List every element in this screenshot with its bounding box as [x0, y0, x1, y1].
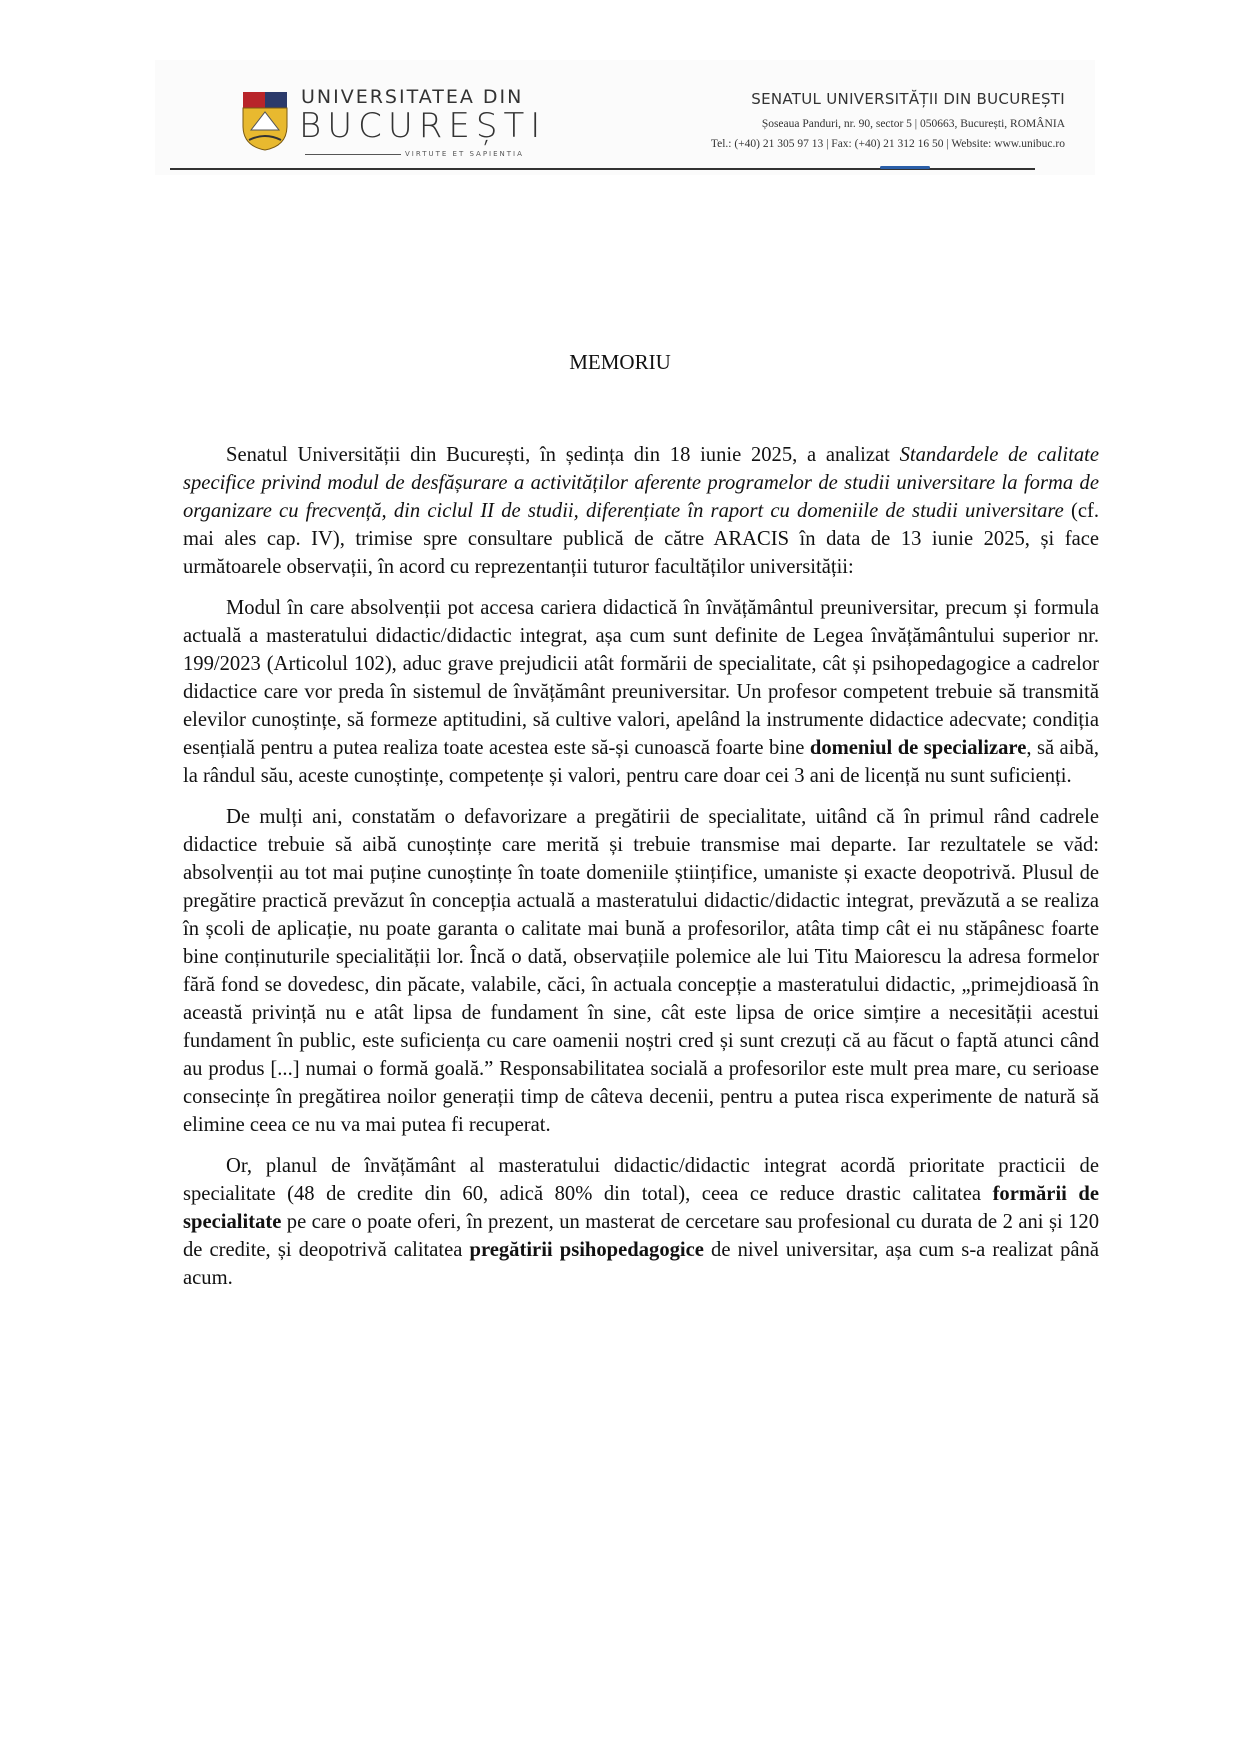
text: Modul în care absolvenții pot accesa cariera didactică în învățământul preuniversitar, precum și formula actuală a masteratului didactic/didactic integrat, așa cum sunt definite de Legea învățământului superior nr. 199/2023 (Articolul 102), aduc grave prejudicii atât formării de specialitate, cât și psihopedagogice a cadrelor didactice care vor preda în sistemul de învățământ preuniversitar. Un profesor competent trebuie să transmită elevilor cunoștințe, să formeze aptitudini, să cultive valori, apelând la instrumente didactice adecvate; condiția esențială pentru a putea realiza toate acestea este să-și cunoască foarte bine: [183, 597, 1099, 759]
bold-text: domeniul de specializare: [809, 737, 1027, 759]
university-crest-logo: [241, 90, 289, 152]
motto-divider: [305, 154, 401, 155]
text: (cf. mai ales cap. IV), trimise spre consultare publică de către ARACIS în data de 13 iunie 2025, și face următoarele observații, în acord cu reprezentanții tuturor facultăților universității:: [183, 500, 1099, 578]
text: de nivel universitar, așa cum s-a realizat până acum.: [183, 1239, 1099, 1289]
paragraph-1: [183, 441, 1099, 581]
motto: VIRTUTE ET SAPIENTIA: [405, 150, 524, 158]
header-divider-accent: [880, 166, 930, 169]
text: pe care o poate oferi, în prezent, un masterat de cercetare sau profesional cu durata de 2 ani și 120 de credite, și deopotrivă calitatea: [183, 1211, 1099, 1261]
italic-text: Standardele de calitate specifice privind modul de desfășurare a activităților aferente programelor de studii universitare la forma de organizare cu frecvență, din ciclul II de studii, diferențiate în raport cu domeniile de studii universitare: [183, 444, 1099, 522]
paragraph-2: [183, 594, 1099, 790]
university-name-line1: UNIVERSITATEA DIN: [301, 86, 524, 108]
bold-text: pregătirii psihopedagogice: [469, 1239, 704, 1261]
text: Senatul Universității din București, în ședința din 18 iunie 2025, a analizat: [226, 444, 900, 466]
address: Șoseaua Panduri, nr. 90, sector 5 | 050663, București, ROMÂNIA: [761, 118, 1065, 130]
bold-text: formării de specialitate: [183, 1183, 1099, 1233]
contact-info: Tel.: (+40) 21 305 97 13 | Fax: (+40) 21 312 16 50 | Website: www.unibuc.ro: [710, 138, 1065, 150]
paragraph-4: [183, 1152, 1099, 1292]
document-body: [183, 441, 1099, 1305]
document-title: MEMORIU: [569, 350, 671, 374]
letterhead: [155, 60, 1095, 175]
text: , să aibă, la rândul său, aceste cunoștințe, competențe și valori, pentru care doar cei 3 ani de licență nu sunt suficienți.: [183, 737, 1100, 787]
senate-name: SENATUL UNIVERSITĂȚII DIN BUCUREȘTI: [751, 90, 1065, 108]
text: De mulți ani, constatăm o defavorizare a pregătirii de specialitate, uitând că în primul rând cadrele didactice trebuie să aibă cunoștințe care merită și trebuie transmise mai departe. Iar rezultatele se văd: absolvenții au tot mai puține cunoștințe în toate domeniile științifice, umaniste și exacte deopotrivă. Plusul de pregătire practică prevăzut în concepția actuală a masteratului didactic/didactic integrat, prevăzută a se realiza în școli de aplicație, nu poate garanta o calitate mai bună a profesorilor, atâta timp cât ei nu stăpânesc foarte bine conținuturile specialității lor. Încă o dată, observațiile polemice ale lui Titu Maiorescu la adresa formelor fără fond se dovedesc, din păcate, valabile, căci, în actuala concepție a masteratului didactic, „primejdioasă în această privință nu e atât lipsa de fundament în sine, cât este lipsa de orice simțire a necesității acestui fundament în public, este suficiența cu care oamenii noștri cred și sunt crezuți că au făcut o faptă atunci când au produs [...] numai o formă goală.” Responsabilitatea socială a profesorilor este mult prea mare, cu serioase consecințe în pregătirea noilor generații timp de câteva decenii, pentru a putea risca experimente de natură să elimine ceea ce nu va mai putea fi recuperat.: [183, 806, 1099, 1136]
text: Or, planul de învățământ al masteratului didactic/didactic integrat acordă prioritate practicii de specialitate (48 de credite din 60, adică 80% din total), ceea ce reduce drastic calitatea: [183, 1155, 1099, 1205]
paragraph-3: [183, 803, 1099, 1139]
university-name-line2: BUCUREȘTI: [299, 106, 547, 146]
